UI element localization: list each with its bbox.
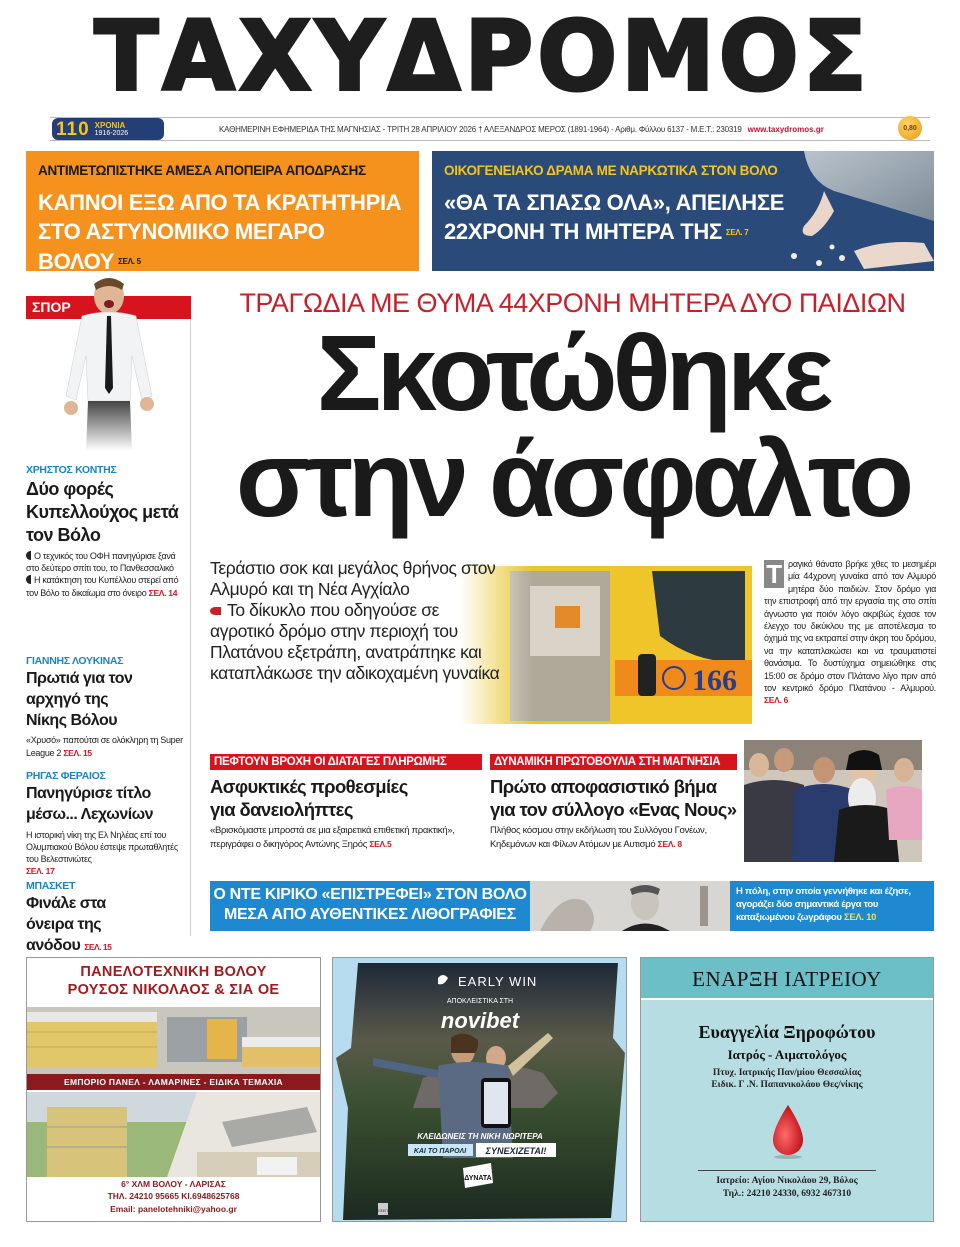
teaser-headline: «ΘΑ ΤΑ ΣΠΑΣΩ ΟΛΑ», ΑΠΕΙΛΗΣΕ 22ΧΡΟΝΗ ΤΗ ΜΗΤΕΡΑ ΤΗΣ ΣΕΛ. 7 [444, 190, 785, 245]
svg-text:ΚΑΙ ΤΟ ΠΑΡΟΛΙ: ΚΑΙ ΤΟ ΠΑΡΟΛΙ [413, 1148, 467, 1155]
svg-text:ΚΛΕΙΔΩΝΕΙΣ ΤΗ ΝΙΚΗ ΝΩΡΙΤΕΡΑ: ΚΛΕΙΔΩΝΕΙΣ ΤΗ ΝΙΚΗ ΝΩΡΙΤΕΡΑ [417, 1132, 543, 1141]
panels-yard-image [27, 1092, 321, 1177]
dechirico-summary: Η πόλη, στην οποία γεννήθηκε και έζησε, αγοράζει δύο σημαντικά έργα του καταξιωμένου ζωγράφου ΣΕΛ. 10 [730, 881, 934, 931]
page-ref: ΣΕΛ. 10 [843, 911, 877, 923]
masthead [94, 1, 871, 114]
doctor-credentials: Πτυχ. Ιατρικής Παν/μίου Θεσσαλίας Ειδικ. Γ .Ν. Παπανικολάου Θες/νίκης [711, 1068, 863, 1091]
dechirico-headline: Ο ΝΤΕ ΚΙΡΙΚΟ «ΕΠΙΣΤΡΕΦΕΙ» ΣΤΟΝ ΒΟΛΟ ΜΕΣΑ ΑΠΟ ΑΥΘΕΝΤΙΚΕΣ ΛΙΘΟΓΡΑΦΙΕΣ [210, 881, 530, 931]
story-headline: Πρώτο αποφασιστικό βήμα για τον σύλλογο «Ενας Νους» [490, 776, 737, 821]
dechirico-banner[interactable] [210, 881, 934, 931]
main-story-headline[interactable]: Σκοτώθηκε στην άσφαλτο [235, 312, 910, 539]
website-link[interactable]: www.taxydromos.gr [747, 124, 824, 134]
ad-band: ΕΜΠΟΡΙΟ ΠΑΝΕΛ - ΛΑΜΑΡΙΝΕΣ - ΕΙΔΙΚΑ ΤΕΜΑΧΙΑ [27, 1074, 320, 1090]
ad-contact: 6° ΧΛΜ ΒΟΛΟΥ - ΛΑΡΙΣΑΣ ΤΗΛ. 24210 95665 ΚΙ.6948625768 Email: panelotehniki@yahoo.gr [107, 1179, 240, 1214]
sidebar-story-basket[interactable]: ΜΠΑΣΚΕΤ Φινάλε στα όνειρα της ανόδου ΣΕΛ. 15 [26, 880, 112, 954]
page-ref: ΣΕΛ. 5 [118, 257, 141, 267]
coach-celebrating-image [54, 276, 164, 451]
dechirico-portrait-image [530, 881, 730, 931]
page-ref: ΣΕΛ. 15 [63, 747, 92, 758]
ad-panelotexniki[interactable] [26, 957, 321, 1222]
svg-text:ΣΥΝΕΧΙΖΕΤΑΙ!: ΣΥΝΕΧΙΖΕΤΑΙ! [485, 1146, 547, 1156]
page-ref: ΣΕΛ. 17 [26, 866, 55, 877]
page-ref: ΣΕΛ. 8 [657, 838, 682, 849]
story-enas-nous[interactable]: ΔΥΝΑΜΙΚΗ ΠΡΩΤΟΒΟΥΛΙΑ ΣΤΗ ΜΑΓΝΗΣΙΑ Πρώτο αποφασιστικό βήμα για τον σύλλογο «Ενας Νους» Πλήθος κόσμου στην εκδήλωση του Συλλόγου Γονέων, Κηδεμόνων και Φίλων Ατόμων με Αυτισμό ΣΕΛ. 8 [490, 756, 737, 850]
svg-text:ΕΕΕΠ: ΕΕΕΠ [378, 1209, 388, 1213]
svg-text:ΑΠΟΚΛΕΙΣΤΙΚΑ ΣΤΗ: ΑΠΟΚΛΕΙΣΤΙΚΑ ΣΤΗ [446, 998, 514, 1005]
svg-text:ΔΥΝΑΤΑ: ΔΥΝΑΤΑ [464, 1175, 492, 1182]
svg-text:EARLY WIN: EARLY WIN [458, 974, 538, 989]
anniversary-badge [52, 118, 164, 140]
story-headline: Ασφυκτικές προθεσμίες για δανειολήπτες [210, 776, 408, 821]
doctor-specialty: Ιατρός - Αιματολόγος [727, 1047, 847, 1062]
ambulance-image [460, 566, 752, 724]
story-borrowers[interactable]: ΠΕΦΤΟΥΝ ΒΡΟΧΗ ΟΙ ΔΙΑΤΑΓΕΣ ΠΛΗΡΩΜΗΣ Ασφυκτικές προθεσμίες για δανειολήπτες «Βρισκόμαστε μπροστά σε μια εξαιρετικά επιθετική πρακτική», περιγράφει ο δικηγόρος Αντώνης Ξηρός ΣΕΛ.5 [210, 754, 482, 851]
event-audience-image [744, 740, 922, 862]
page-ref: ΣΕΛ. 6 [764, 695, 789, 706]
sports-section-label: ΣΠΟΡ [32, 299, 71, 315]
main-story-body: Τ ραγικό θάνατο βρήκε χθες το μεσημέρι μία 44χρονη γυναίκα από τον Αλμυρό μητέρα δύο παιδιών. Στον δρόμο για την επιστροφή από την εργασία της στο σπίτι άγνωστο για ποιόν λόγο ακριβώς έχασε τον έλεγχο του δικύκλου της με αποτέλεσμα το όχημά της να εκτραπεί στην άκρη του δρόμου, να την καταπλακώσει και να τραυματιστεί θανάσιμα. Το δυστύχημα σημειώθηκε στις 15:00 σε δρόμο στον Πλάτανο λίγο πριν από τον κεντρικό δρόμο Πλατάνου - Αλμυρού. ΣΕΛ. 6 [764, 559, 936, 706]
newspaper-title: ΤΑΧΥΔΡΟΜΟΣ [94, 1, 871, 114]
teaser-headline: ΚΑΠΝΟΙ ΕΞΩ ΑΠΟ ΤΑ ΚΡΑΤΗΤΗΡΙΑ ΣΤΟ ΑΣΤΥΝΟΜΙΚΟ ΜΕΓΑΡΟ ΒΟΛΟΥ ΣΕΛ. 5 [38, 190, 402, 274]
ad-novibet[interactable] [332, 957, 627, 1222]
main-story-lead: Τεράστιο σοκ και μεγάλος θρήνος στον Αλμυρό και τη Νέα Αγχίαλο Το δίκυκλο που οδηγούσε σε αγροτικό δρόμο στην περιοχή του Πλατάνου εξετράπη, ανατράπηκε και καταπλάκωσε την αδικοχαμένη γυναίκα [210, 558, 500, 683]
page-ref: ΣΕΛ. 14 [148, 587, 178, 598]
novibet-ad-artwork [333, 958, 627, 1222]
page-ref: ΣΕΛ. 15 [84, 941, 112, 952]
ad-header: ΕΝΑΡΞΗ ΙΑΤΡΕΙΟΥ [641, 958, 933, 1000]
divider [698, 1170, 876, 1171]
svg-text:novibet: novibet [440, 1008, 520, 1033]
anniversary-range: 1916-2026 [94, 129, 129, 137]
story-kicker: ΔΥΝΑΜΙΚΗ ΠΡΩΤΟΒΟΥΛΙΑ ΣΤΗ ΜΑΓΝΗΣΙΑ [490, 754, 737, 770]
story-kicker: ΠΕΦΤΟΥΝ ΒΡΟΧΗ ΟΙ ΔΙΑΤΑΓΕΣ ΠΛΗΡΩΜΗΣ [210, 754, 482, 770]
teaser-escape-attempt[interactable] [26, 151, 419, 274]
bullet-icon [210, 607, 221, 615]
price-coin-icon: 0,80 [898, 116, 922, 140]
bullet-icon [26, 575, 31, 584]
teaser-family-drama[interactable] [432, 151, 934, 271]
dropcap: Τ [764, 560, 784, 588]
page-ref: ΣΕΛ.5 [369, 838, 392, 849]
bullet-icon [26, 551, 31, 560]
sidebar-story-feraios[interactable]: ΡΗΓΑΣ ΦΕΡΑΙΟΣ Πανηγύρισε τίτλο μέσω... Λεχωνίων Η ιστορική νίκη της Ελ Νηλέας επί του Ολυμπιακού Βόλου έστεψε πρωταθλητές του Βελεστινιώτες ΣΕΛ. 17 [26, 770, 178, 877]
panels-stack-image [27, 1007, 321, 1074]
anniversary-label: ΧΡΟΝΙΑ [94, 120, 126, 130]
ad-title: ΠΑΝΕΛΟΤΕΧΝΙΚΗ ΒΟΛΟΥ ΡΟΥΣΟΣ ΝΙΚΟΛΑΟΣ & ΣΙΑ ΟΕ [67, 964, 280, 998]
page-ref: ΣΕΛ. 7 [725, 228, 749, 238]
clinic-contact: Ιατρείο: Αγίου Νικολάου 29, Βόλος Τηλ.: 24210 24330, 6932 467310 [716, 1175, 858, 1199]
main-story-kicker: ΤΡΑΓΩΔΙΑ ΜΕ ΘΥΜΑ 44ΧΡΟΝΗ ΜΗΤΕΡΑ ΔΥΟ ΠΑΙΔΙΩΝ [239, 288, 906, 318]
teaser-kicker: ΟΙΚΟΓΕΝΕΙΑΚΟ ΔΡΑΜΑ ΜΕ ΝΑΡΚΩΤΙΚΑ ΣΤΟΝ ΒΟΛΟ [444, 163, 778, 178]
issue-info: ΚΑΘΗΜΕΡΙΝΗ ΕΦΗΜΕΡΙΔΑ ΤΗΣ ΜΑΓΝΗΣΙΑΣ - ΤΡΙΤΗ 28 ΑΠΡΙΛΙΟΥ 2026 † ΑΛΕΞΑΝΔΡΟΣ ΜΕΡΟΣ (1891-1964) - Αριθμ. Φύλλου 6137 - Μ.Ε.Τ.: 230319 [219, 124, 742, 134]
blood-drop-icon [641, 1100, 934, 1160]
info-bar [50, 117, 930, 141]
doctor-name: Ευαγγελία Ξηροφώτου [698, 1022, 876, 1042]
sidebar-story-kontis[interactable]: ΧΡΗΣΤΟΣ ΚΟΝΤΗΣ Δύο φορές Κυπελλούχος μετά τον Βόλο Ο τεχνικός του ΟΦΗ πανηγύρισε ξανά στο δεύτερο σπίτι του, το Πανθεσσαλικό Η κατάκτηση του Κυπέλλου στερεί από τον Βόλο το δικαίωμα στο όνειρο ΣΕΛ. 14 [26, 464, 179, 598]
anniversary-years: 110 [56, 118, 90, 140]
ad-clinic-opening[interactable] [640, 957, 934, 1222]
sidebar-story-loukinas[interactable]: ΓΙΑΝΝΗΣ ΛΟΥΚΙΝΑΣ Πρωτιά για τον αρχηγό της Νίκης Βόλου «Χρυσό» παπούτσι σε ολόκληρη τη Super League 2 ΣΕΛ. 15 [26, 655, 183, 758]
teaser-kicker: ΑΝΤΙΜΕΤΩΠΙΣΤΗΚΕ ΑΜΕΣΑ ΑΠΟΠΕΙΡΑ ΑΠΟΔΡΑΣΗΣ [38, 163, 366, 178]
sports-sidebar [26, 296, 191, 954]
